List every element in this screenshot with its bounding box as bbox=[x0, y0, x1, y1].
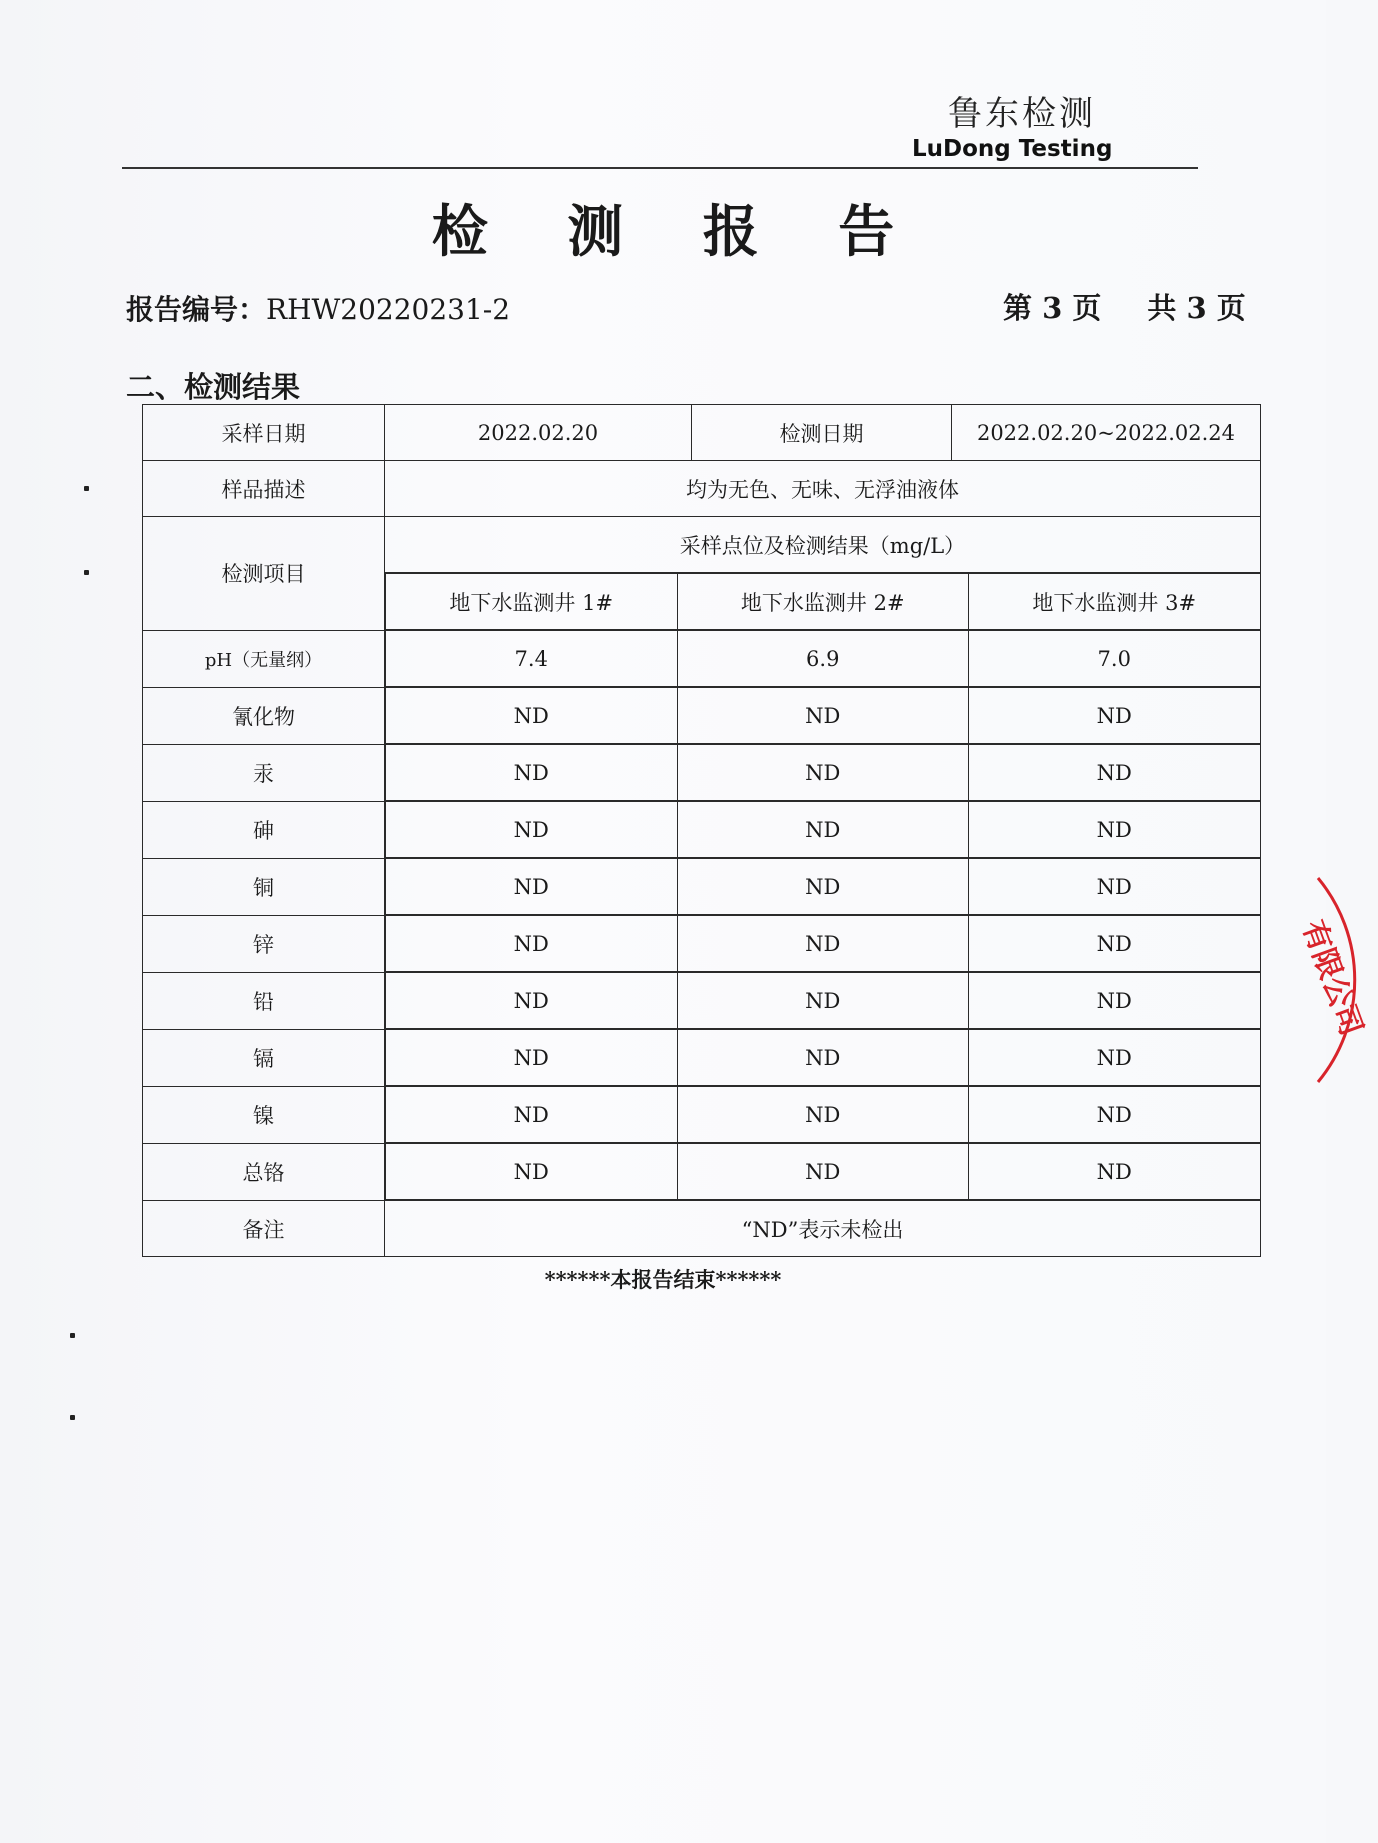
result-group bbox=[385, 630, 1261, 687]
result-value: ND bbox=[677, 859, 969, 915]
result-value: 6.9 bbox=[677, 631, 969, 687]
result-value: ND bbox=[386, 745, 678, 801]
header-divider bbox=[122, 167, 1198, 169]
result-value: ND bbox=[386, 1087, 678, 1143]
test-date-label: 检测日期 bbox=[692, 405, 952, 461]
end-of-report: ******本报告结束****** bbox=[544, 1267, 782, 1292]
result-value: ND bbox=[386, 859, 678, 915]
result-value: ND bbox=[677, 1087, 969, 1143]
item-name: 镍 bbox=[143, 1086, 385, 1143]
table-row bbox=[386, 916, 1261, 972]
column-header-group bbox=[385, 573, 1261, 631]
result-value: ND bbox=[677, 1030, 969, 1086]
column-header-table bbox=[385, 573, 1261, 630]
table-row bbox=[143, 1086, 1261, 1143]
result-group bbox=[385, 687, 1261, 744]
table-row bbox=[143, 1201, 1261, 1257]
report-number-label: 报告编号： bbox=[126, 293, 267, 326]
result-value: ND bbox=[969, 973, 1261, 1029]
page-total: 共 3 页 bbox=[1147, 291, 1246, 325]
result-table bbox=[385, 1029, 1261, 1086]
result-value: ND bbox=[969, 1087, 1261, 1143]
table-row bbox=[386, 802, 1261, 858]
report-number-value: RHW20220231-2 bbox=[266, 293, 511, 326]
result-table bbox=[385, 858, 1261, 915]
result-value: ND bbox=[677, 802, 969, 858]
table-row bbox=[143, 461, 1261, 517]
report-title: 检 测 报 告 bbox=[431, 199, 925, 265]
table-row bbox=[386, 745, 1261, 801]
result-value: ND bbox=[969, 745, 1261, 801]
test-date-value: 2022.02.20~2022.02.24 bbox=[952, 405, 1261, 461]
result-value: ND bbox=[969, 859, 1261, 915]
company-name-en: LuDong Testing bbox=[912, 136, 1113, 162]
result-table bbox=[385, 1143, 1261, 1200]
report-number bbox=[126, 288, 510, 328]
item-name: 汞 bbox=[143, 744, 385, 801]
table-row bbox=[143, 687, 1261, 744]
result-table bbox=[385, 915, 1261, 972]
column-header: 地下水监测井 3# bbox=[969, 574, 1261, 630]
result-value: ND bbox=[677, 973, 969, 1029]
result-value: ND bbox=[386, 1030, 678, 1086]
item-name: 总铬 bbox=[143, 1143, 385, 1201]
table-row bbox=[386, 688, 1261, 744]
item-name: 氰化物 bbox=[143, 687, 385, 744]
company-seal bbox=[1288, 870, 1378, 1090]
result-value: ND bbox=[677, 745, 969, 801]
result-value: ND bbox=[969, 1030, 1261, 1086]
item-name: 砷 bbox=[143, 801, 385, 858]
result-value: 7.0 bbox=[969, 631, 1261, 687]
table-row bbox=[143, 1143, 1261, 1201]
item-name: 铅 bbox=[143, 972, 385, 1029]
item-name: pH（无量纲） bbox=[143, 630, 385, 687]
result-table bbox=[385, 630, 1261, 687]
result-table bbox=[385, 687, 1261, 744]
result-value: 7.4 bbox=[386, 631, 678, 687]
table-row bbox=[143, 517, 1261, 573]
item-header: 检测项目 bbox=[143, 517, 385, 631]
page-current: 第 3 页 bbox=[1003, 291, 1102, 325]
company-name-cn: 鲁东检测 bbox=[948, 94, 1096, 134]
result-group bbox=[385, 744, 1261, 801]
result-table bbox=[385, 744, 1261, 801]
scan-mark bbox=[84, 570, 89, 575]
table-row bbox=[143, 915, 1261, 972]
item-name: 铜 bbox=[143, 858, 385, 915]
remark-value: “ND”表示未检出 bbox=[385, 1201, 1261, 1257]
table-row bbox=[386, 1030, 1261, 1086]
table-row bbox=[143, 405, 1261, 461]
result-value: ND bbox=[677, 1144, 969, 1200]
sample-desc-value: 均为无色、无味、无浮油液体 bbox=[385, 461, 1261, 517]
table-row bbox=[386, 1144, 1261, 1200]
scan-mark bbox=[70, 1333, 75, 1338]
result-group bbox=[385, 972, 1261, 1029]
section-title: 二、检测结果 bbox=[126, 370, 301, 404]
seal-text: 有限公司 bbox=[1295, 915, 1369, 1041]
column-header: 地下水监测井 2# bbox=[677, 574, 969, 630]
result-group bbox=[385, 915, 1261, 972]
results-table bbox=[142, 404, 1261, 1257]
scan-mark bbox=[84, 486, 89, 491]
result-value: ND bbox=[386, 973, 678, 1029]
group-header: 采样点位及检测结果（mg/L） bbox=[385, 517, 1261, 573]
result-value: ND bbox=[969, 1144, 1261, 1200]
result-table bbox=[385, 801, 1261, 858]
scan-mark bbox=[70, 1415, 75, 1420]
table-row bbox=[386, 1087, 1261, 1143]
result-value: ND bbox=[386, 916, 678, 972]
sampling-date-label: 采样日期 bbox=[143, 405, 385, 461]
result-value: ND bbox=[969, 916, 1261, 972]
result-table bbox=[385, 972, 1261, 1029]
item-name: 锌 bbox=[143, 915, 385, 972]
table-row bbox=[386, 973, 1261, 1029]
remark-label: 备注 bbox=[143, 1201, 385, 1257]
page-indicator bbox=[1003, 286, 1246, 327]
table-row bbox=[143, 801, 1261, 858]
table-row bbox=[143, 1029, 1261, 1086]
result-value: ND bbox=[386, 802, 678, 858]
result-value: ND bbox=[386, 688, 678, 744]
table-row bbox=[143, 630, 1261, 687]
table-row bbox=[143, 858, 1261, 915]
table-row bbox=[386, 574, 1261, 630]
table-row bbox=[143, 744, 1261, 801]
result-group bbox=[385, 801, 1261, 858]
result-table bbox=[385, 1086, 1261, 1143]
column-header: 地下水监测井 1# bbox=[386, 574, 678, 630]
result-value: ND bbox=[677, 916, 969, 972]
result-value: ND bbox=[969, 802, 1261, 858]
sampling-date-value: 2022.02.20 bbox=[385, 405, 692, 461]
result-group bbox=[385, 1086, 1261, 1143]
result-value: ND bbox=[386, 1144, 678, 1200]
result-value: ND bbox=[969, 688, 1261, 744]
table-row bbox=[386, 631, 1261, 687]
sample-desc-label: 样品描述 bbox=[143, 461, 385, 517]
result-group bbox=[385, 1029, 1261, 1086]
result-value: ND bbox=[677, 688, 969, 744]
table-row bbox=[386, 859, 1261, 915]
table-row bbox=[143, 972, 1261, 1029]
result-group bbox=[385, 858, 1261, 915]
result-group bbox=[385, 1143, 1261, 1201]
item-name: 镉 bbox=[143, 1029, 385, 1086]
